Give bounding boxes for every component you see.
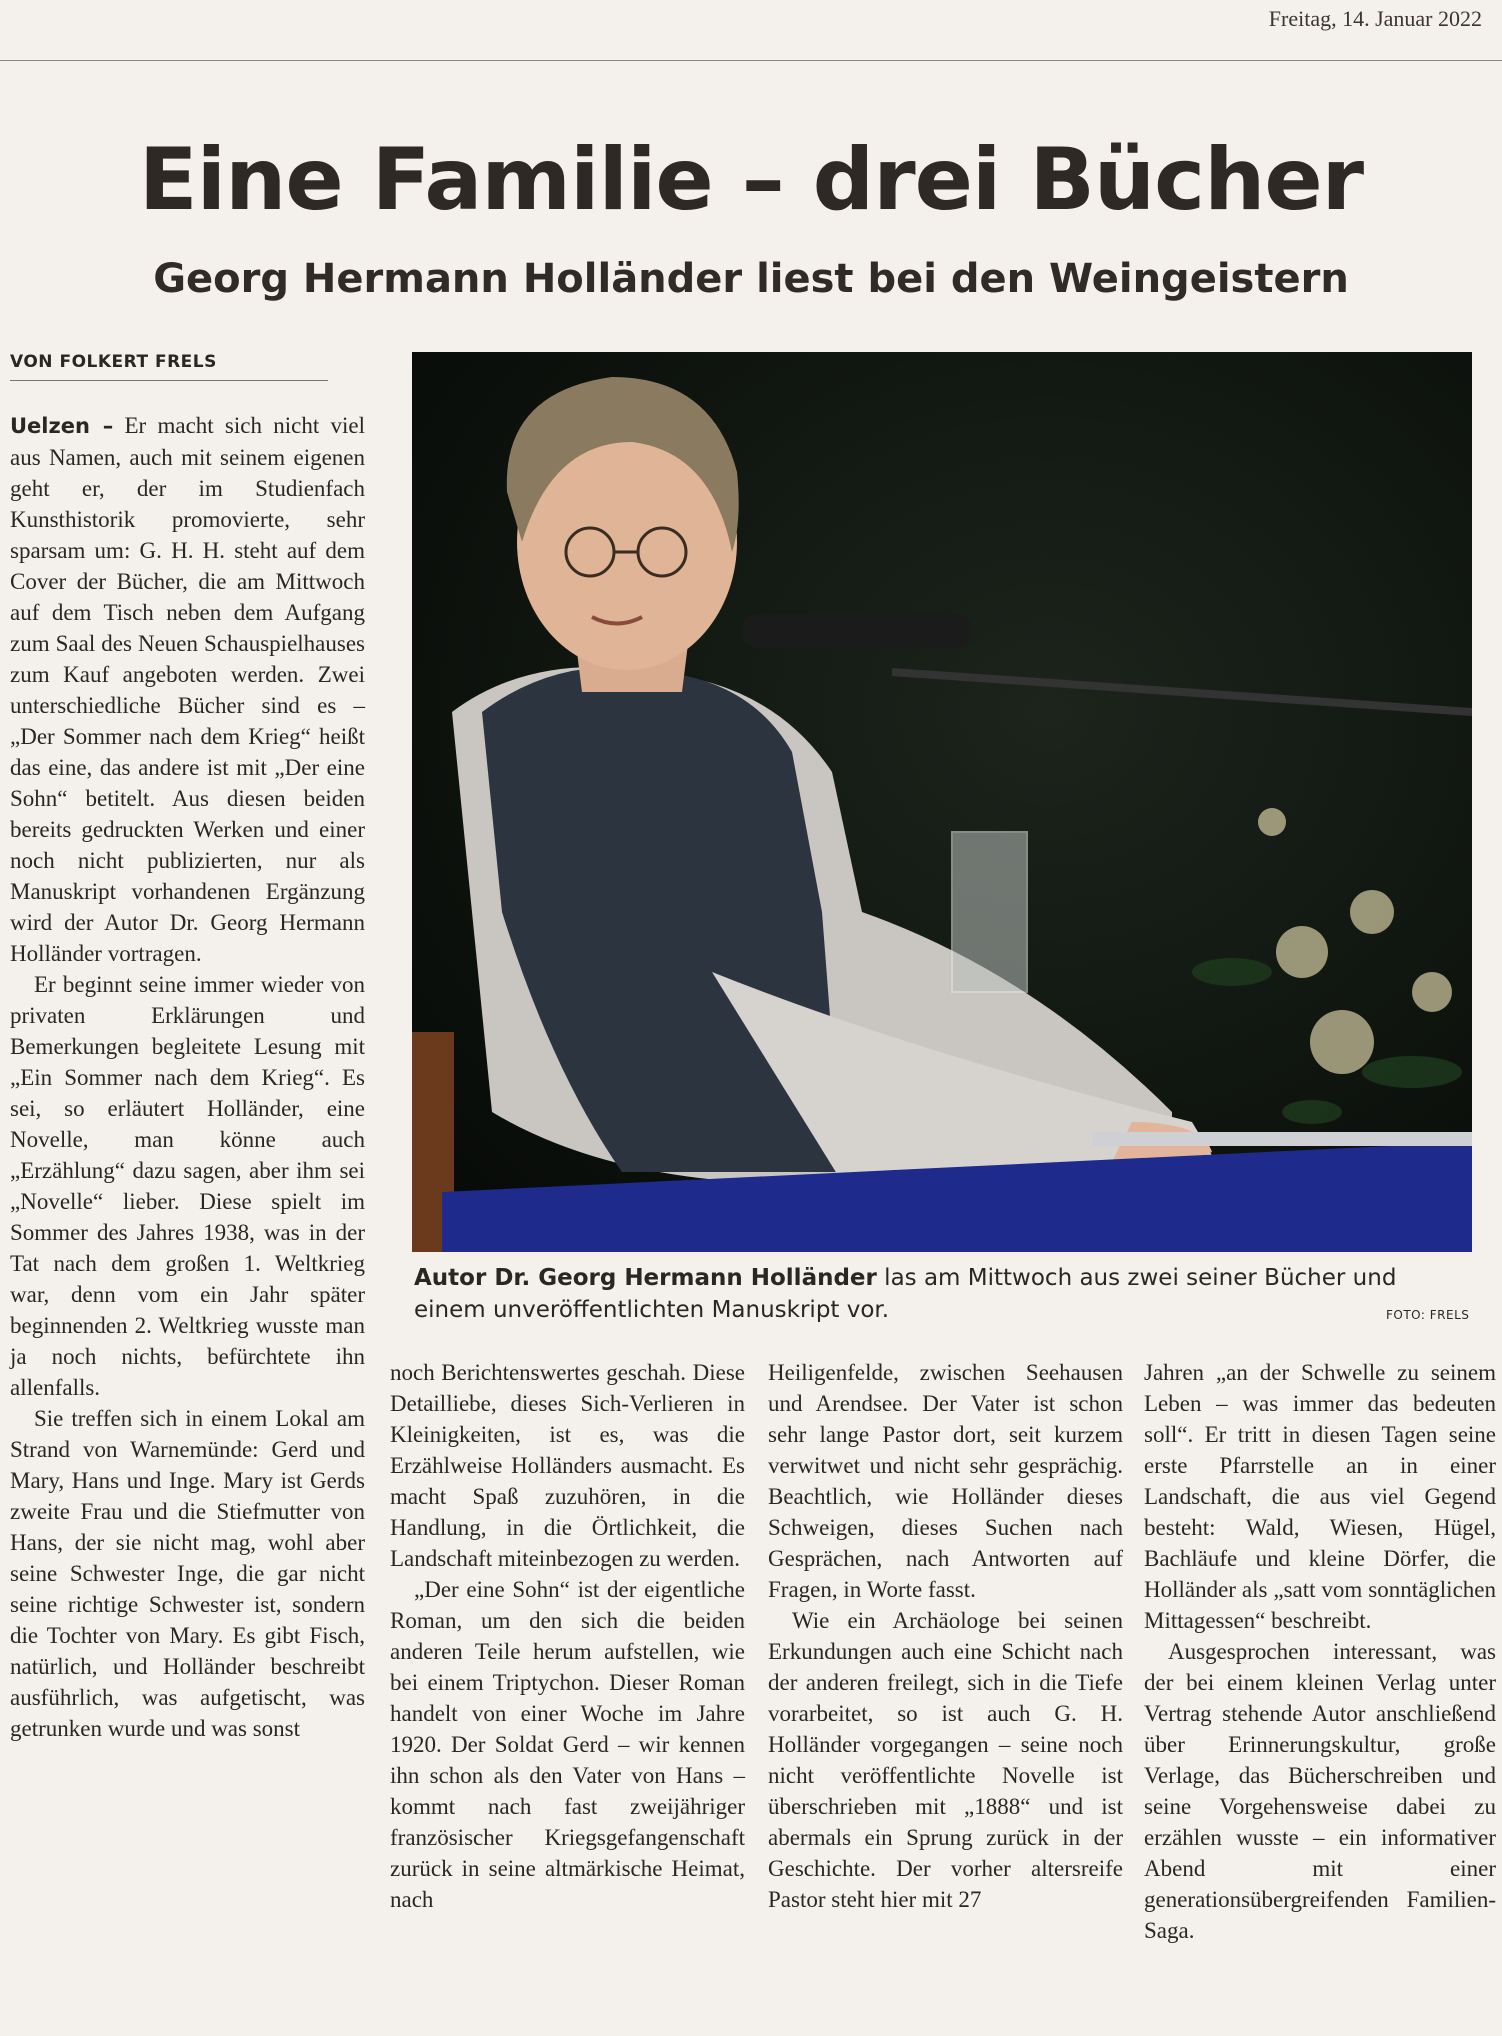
paragraph — [10, 410, 365, 969]
paragraph: „Der eine Sohn“ ist der eigentliche Roman, um den sich die beiden anderen Teile herum aufstellen, wie bei einem Triptychon. Dieser Roman handelt von einer Woche im Jahre 1920. Der Soldat Gerd – wir kennen ihn schon als den Vater von Hans – kommt nach fast zweijähriger französischer Kriegsgefangenschaft zurück in seine altmärkische Heimat, nach — [390, 1577, 745, 1912]
photo-credit: FOTO: FRELS — [1386, 1308, 1470, 1322]
article-column-3 — [768, 1357, 1123, 1915]
paragraph: Ausgesprochen interessant, was der bei einem kleinen Verlag unter Vertrag stehende Autor anschließend über Erinnerungskultur, große Verlage, das Bücherschreiben und seine Vorgehensweise dabei zu erzählen wusste – ein informativer Abend mit einer generationsübergreifenden Familien-Saga. — [1144, 1639, 1496, 1943]
article-column-4 — [1144, 1357, 1496, 1946]
author-photo — [412, 352, 1472, 1252]
headline: Eine Familie – drei Bücher — [138, 130, 1364, 230]
paragraph: Heiligenfelde, zwischen Seehausen und Arendsee. Der Vater ist schon sehr lange Pastor dort, seit kurzem verwitwet und nicht sehr gesprächig. Beachtlich, wie Holländer dieses Schweigen, dieses Suchen nach Gesprächen, nach Antworten auf Fragen, in Worte fasst. — [768, 1360, 1123, 1602]
byline: VON FOLKERT FRELS — [10, 352, 328, 381]
paragraph: Jahren „an der Schwelle zu seinem Leben – was immer das bedeuten soll“. Er tritt in diesen Tagen seine erste Pfarrstelle an in einer Landschaft, die aus viel Gegend besteht: Wald, Wiesen, Hügel, Bachläufe und kleine Dörfer, die Holländer als „satt vom sonntäglichen Mittagessen“ beschreibt. — [1144, 1360, 1496, 1633]
dateline: Uelzen – — [10, 414, 114, 438]
paragraph-text: Er macht sich nicht viel aus Namen, auch mit seinem eigenen geht er, der im Studienfach Kunsthistorik promovierte, sehr sparsam um: G. H. H. steht auf dem Cover der Bücher, die am Mittwoch auf dem Tisch neben dem Aufgang zum Saal des Neuen Schauspielhauses zum Kauf angeboten werden. Zwei unterschiedliche Bücher sind es – „Der Sommer nach dem Krieg“ heißt das eine, das andere ist mit „Der eine Sohn“ betitelt. Aus diesen beiden bereits gedruckten Werken und einer noch nicht publizierten, nur als Manuskript vorhandenen Ergänzung wird der Autor Dr. Georg Hermann Holländer vortragen. — [10, 413, 365, 966]
subheadline: Georg Hermann Holländer liest bei den Weingeistern — [153, 256, 1349, 302]
header-rule — [0, 60, 1502, 61]
paragraph: Sie treffen sich in einem Lokal am Strand von Warnemünde: Gerd und Mary, Hans und Inge. Mary ist Gerds zweite Frau und die Stiefmutter von Hans, der sie nicht mag, wohl aber seine Schwester Inge, die gar nicht seine richtige Schwester ist, sondern die Tochter von Mary. Es gibt Fisch, natürlich, und Holländer beschreibt ausführlich, was aufgetischt, was getrunken wurde und was sonst — [10, 1406, 365, 1741]
paragraph: noch Berichtenswertes geschah. Diese Detailliebe, dieses Sich-Verlieren in Kleinigkeiten, ist es, was die Erzählweise Holländers ausmacht. Es macht Spaß zuzuhören, in die Handlung, in die Örtlichkeit, die Landschaft miteinbezogen zu werden. — [390, 1360, 745, 1571]
paragraph: Wie ein Archäologe bei seinen Erkundungen auch eine Schicht nach der anderen freilegt, sich in die Tiefe vorarbeitet, so ist auch G. H. Holländer vorgegangen – seine noch nicht veröffentlichte Novelle ist überschrieben mit „1888“ und ist abermals ein Sprung zurück in der Geschichte. Der vorher altersreife Pastor steht hier mit 27 — [768, 1608, 1123, 1912]
article-column-2 — [390, 1357, 745, 1915]
paragraph: Er beginnt seine immer wieder von privaten Erklärungen und Bemerkungen begleitete Lesung mit „Ein Sommer nach dem Krieg“. Es sei, so erläutert Holländer, eine Novelle, man könne auch „Erzählung“ dazu sagen, aber ihm sei „Novelle“ lieber. Diese spielt im Sommer des Jahres 1938, was in der Tat nach dem großen 1. Weltkrieg war, denn vom ein Jahr später beginnenden 2. Weltkrieg wusste man ja noch nichts, befürchtete ihn allenfalls. — [10, 972, 365, 1400]
photo-caption — [414, 1262, 1474, 1326]
author-photo-illustration — [412, 352, 1472, 1252]
issue-date: Freitag, 14. Januar 2022 — [1268, 6, 1482, 31]
article-column-1 — [10, 410, 365, 1744]
caption-lead: Autor Dr. Georg Hermann Holländer — [414, 1265, 877, 1291]
caption-text: las am Mittwoch aus zwei seiner Bücher und einem unveröffentlichten Manuskript vor. — [414, 1265, 1397, 1323]
